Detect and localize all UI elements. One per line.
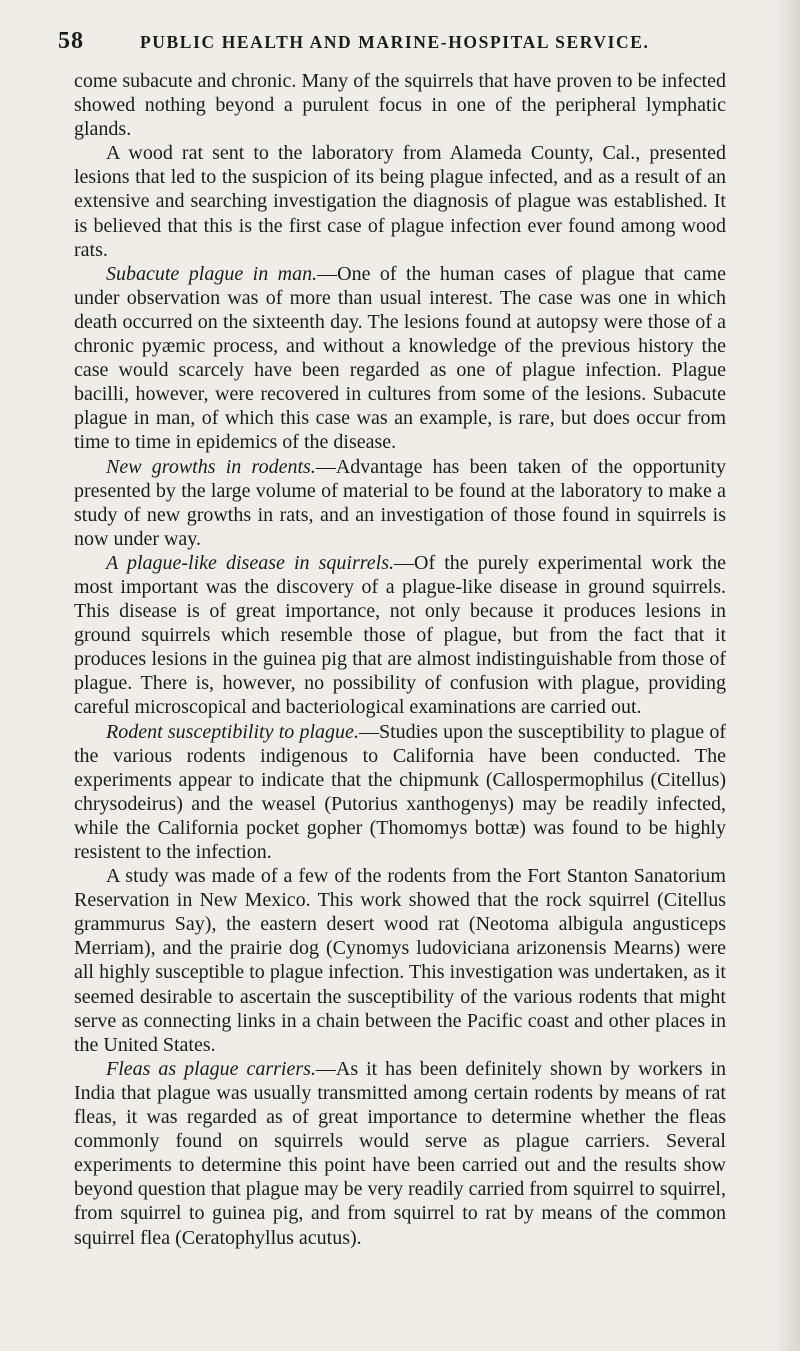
paragraph-subacute-plague xyxy=(74,262,726,455)
paragraph-heading: Subacute plague in man. xyxy=(106,262,318,285)
paragraph-wood-rat xyxy=(74,141,726,261)
paragraph-rodent-susceptibility xyxy=(74,720,726,865)
page-number: 58 xyxy=(58,28,84,54)
paragraph-text: come subacute and chronic. Many of the squirrels that have proven to be infected showed nothing beyond a purulent focus in one of the peripheral lymphatic glands. xyxy=(74,70,726,141)
paragraph-text: —Advantage has been taken of the opportunity presented by the large volume of material to be found at the laboratory to make a study of new growths in rats, and an investigation of those found in squirrels is now under way. xyxy=(74,455,727,550)
paragraph-heading: Fleas as plague carriers. xyxy=(106,1057,316,1080)
paragraph-new-growths xyxy=(74,455,726,551)
paragraph-heading: New growths in rodents. xyxy=(106,455,316,478)
paragraph-text: A study was made of a few of the rodents from the Fort Stanton Sanatorium Reservation in New Mexico. This work showed that the rock squirrel (Citellus grammurus Say), the eastern desert wood rat (Neotoma albigula angusticeps Merriam), and the prairie dog (Cynomys ludoviciana arizonensis Mearns) were all highly susceptible to plague infection. This investigation was undertaken, as it seemed desirable to ascertain the susceptibility of the various rodents that might serve as connecting links in a chain between the Pacific coast and other places in the United States. xyxy=(74,865,726,1056)
paragraph-fleas xyxy=(74,1057,726,1250)
paragraph-heading: A plague-like disease in squirrels. xyxy=(106,551,394,574)
paragraph-text: —Of the purely experimental work the most important was the discovery of a plague-like disease in ground squirrels. This disease is of great importance, not only because it produces lesions in ground squirrels which resemble those of plague, but from the fact that it produces lesions in the guinea pig that are almost indistinguishable from those of plague. There is, however, no possibility of confusion with plague, providing careful microscopical and bacteriological examinations are carried out. xyxy=(74,551,727,719)
running-title: PUBLIC HEALTH AND MARINE-HOSPITAL SERVICE. xyxy=(140,32,650,52)
page-edge-shadow xyxy=(774,0,800,1351)
paragraph-plague-like-disease xyxy=(74,551,726,720)
paragraph-text: A wood rat sent to the laboratory from Alameda County, Cal., presented lesions that led to the suspicion of its being plague infected, and as a result of an extensive and searching investigation the diagnosis of plague was established. It is believed that this is the first case of plague infection ever found among wood rats. xyxy=(74,142,726,261)
paragraph-text: —As it has been definitely shown by workers in India that plague was usually transmitted among certain rodents by means of rat fleas, it was regarded as of great importance to determine whether the fleas commonly found on squirrels would serve as plague carriers. Several experiments to determine this point have been carried out and the results show beyond question that plague may be very readily carried from squirrel to squirrel, from squirrel to guinea pig, and from squirrel to rat by means of the common squirrel flea (Ceratophyllus acutus). xyxy=(74,1057,726,1249)
paragraph-continued xyxy=(74,69,726,141)
running-head xyxy=(58,28,726,55)
paragraph-heading: Rodent susceptibility to plague. xyxy=(106,720,359,743)
body-text xyxy=(74,69,726,1250)
paragraph-text: —One of the human cases of plague that came under observation was of more than usual interest. The case was one in which death occurred on the sixteenth day. The lesions found at autopsy were those of a chronic pyæmic process, and without a knowledge of the previous history the case would scarcely have been regarded as one of plague infection. Plague bacilli, however, were recovered in cultures from some of the lesions. Subacute plague in man, of which this case was an example, is rare, but does occur from time to time in epidemics of the disease. xyxy=(74,262,726,454)
paragraph-text: —Studies upon the susceptibility to plague of the various rodents indigenous to California have been conducted. The experiments appear to indicate that the chipmunk (Callospermophilus (Citellus) chrysodeirus) and the weasel (Putorius xanthogenys) may be readily infected, while the California pocket gopher (Thomomys bottæ) was found to be highly resistent to the infection. xyxy=(74,720,726,863)
paragraph-fort-stanton xyxy=(74,864,726,1057)
